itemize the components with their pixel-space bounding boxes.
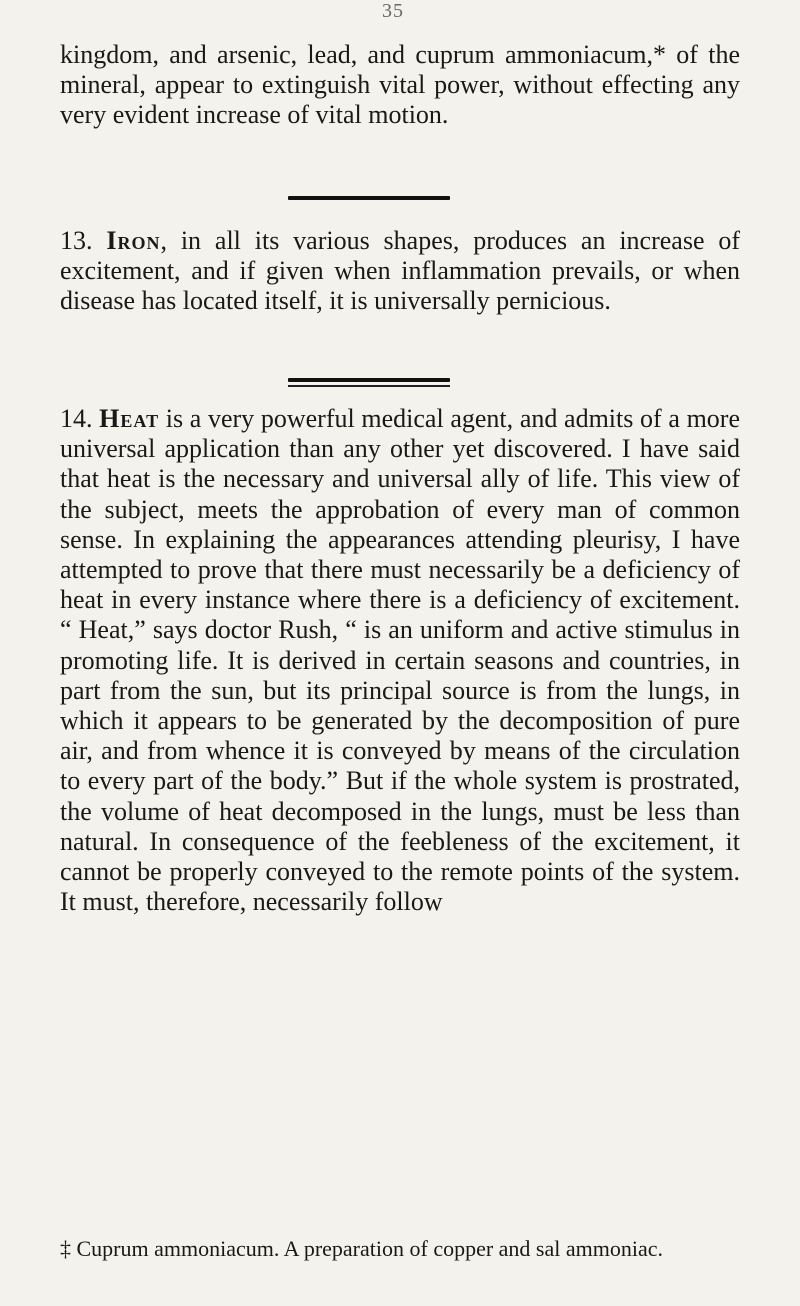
continuation-paragraph (60, 40, 740, 131)
divider-thick-line (288, 378, 450, 382)
section-14-number: 14. (60, 404, 93, 433)
page-number: 35 (382, 0, 404, 22)
footnote: ‡ Cuprum ammoniacum. A preparation of copper and sal ammoniac. (60, 1236, 664, 1261)
section-divider (288, 378, 450, 387)
section-14-paragraph (60, 404, 740, 917)
section-13-term: Iron (106, 226, 161, 255)
section-divider (288, 196, 450, 200)
continuation-text: kingdom, and arsenic, lead, and cuprum ammoniacum,* of the mineral, appear to extinguish vital power, without effecting any very evident increase of vital motion. (60, 40, 740, 130)
divider-thin-line (288, 385, 450, 387)
section-13-paragraph (60, 226, 740, 317)
section-13 (60, 226, 740, 317)
section-13-text: , in all its various shapes, produces an increase of excitement, and if given when inflammation prevails, or when disease has located itself, it is universally pernicious. (60, 226, 740, 316)
section-14-text: is a very powerful medical agent, and admits of a more universal application than any other yet discovered. I have said that heat is the necessary and universal ally of life. This view of the subject, meets the approbation of every man of common sense. In explaining the appearances attending pleurisy, I have attempted to prove that there must necessarily be a deficiency of heat in every instance where there is a deficiency of excitement. “ Heat,” says doctor Rush, “ is an uniform and active stimulus in promoting life. It is derived in certain seasons and countries, in part from the sun, but its principal source is from the lungs, in which it appears to be generated by the decomposition of pure air, and from whence it is conveyed by means of the circulation to every part of the body.” But if the whole system is prostrated, the volume of heat decomposed in the lungs, must be less than natural. In consequence of the feebleness of the excitement, it cannot be properly conveyed to the remote points of the system. It must, therefore, necessarily follow (60, 404, 740, 917)
section-14 (60, 404, 740, 917)
divider-thick-line (288, 196, 450, 200)
section-14-term: Heat (99, 404, 160, 433)
section-13-number: 13. (60, 226, 93, 255)
